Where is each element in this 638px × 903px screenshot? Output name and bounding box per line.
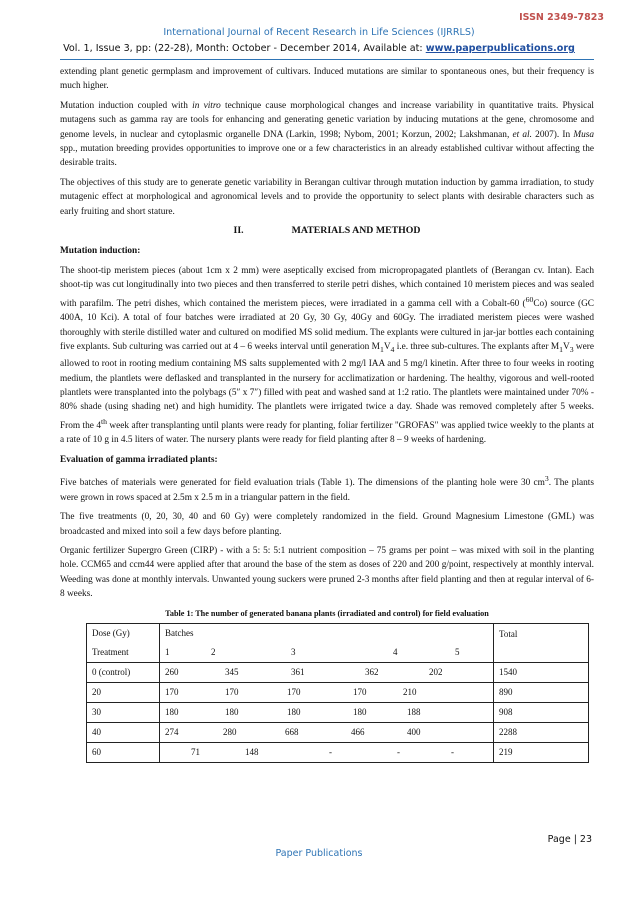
- batch-num: 1: [165, 647, 170, 658]
- total-cell: 219: [494, 742, 589, 762]
- batch-values-line: [165, 685, 488, 699]
- dose-cell: 60: [87, 742, 160, 762]
- batch-values-cell: [160, 722, 494, 742]
- mi-sub-1: 1: [379, 344, 384, 354]
- section-number: II.: [233, 225, 244, 237]
- batch-values-cell: [160, 662, 494, 682]
- batch-value: 188: [407, 707, 421, 718]
- section-heading: [60, 224, 594, 238]
- p2-text-c: 2007). In: [531, 129, 574, 140]
- p2-italic-musa: Musa: [573, 129, 595, 140]
- mi-text-c: were allowed to root in rooting medium containing MS salts supplemented with 2 mg/l IAA and 5 mg/l kinetin. After three to four weeks in rooting medium, the plantlets were deflasked and transplanted in the nursery for acclimatization or hardening. The healthy, vigorous and well-rooted plantlets were transplanted into the polybags (5″ x 7″) filled with peat and washed sand at 1:2 ratio. The plantlets were maintained under 70% - 80% shade (using shading net) and high humidity. The plantlets were irrigated twice a day. Shade was removed completely after 5 weeks. From the 4: [60, 342, 594, 431]
- batch-value: 180: [225, 707, 239, 718]
- batch-value: 466: [351, 727, 365, 738]
- p2-italic-etal: et al.: [512, 129, 532, 140]
- paragraph-eval-3: Organic fertilizer Supergro Green (CIRP) - with a 5: 5: 5:1 nutrient composition – 75 grams per point – was mixed with soil in the planting hole. CCM65 and ccm44 were applied after that around the base of the stem as doses of 220 and 200 g/point, respectively at monthly interval. Weeding was done at monthly intervals. Unwanted young suckers were pruned 2-3 months after field planting and then at regular interval of 6-8 weeks.: [60, 545, 594, 600]
- batch-value: 170: [353, 687, 367, 698]
- header-total: Total: [494, 623, 589, 662]
- section-title: MATERIALS AND METHOD: [291, 225, 421, 237]
- batch-values-line: [165, 705, 488, 719]
- batch-values-cell: [160, 702, 494, 722]
- table-row: [87, 722, 589, 742]
- journal-title: International Journal of Recent Research in Life Sciences (IJRRLS): [163, 27, 475, 38]
- mi-text-v4: V: [383, 342, 391, 352]
- batch-value: 180: [287, 707, 301, 718]
- batch-value: 400: [407, 727, 421, 738]
- batch-value: 274: [165, 727, 179, 738]
- mi-text-a: The shoot-tip meristem pieces (about 1cm x 2 mm) were aseptically excised from micropropagated plantlets of (Berangan cv. Intan). Each shoot-tip was cut longitudinally into two pieces and then transferred to sterile petri dishes, which contained 10 meristem pieces and was sealed with parafilm. The petri dishes, which contained the meristem pieces, were irradiated in a gamma cell with a Cobalt-60 (: [60, 265, 594, 309]
- batch-value: 170: [225, 687, 239, 698]
- dose-cell: 0 (control): [87, 662, 160, 682]
- page-number: Page | 23: [547, 834, 592, 845]
- mi-text-d: week after transplanting until plants were ready for planting, foliar fertilizer "GROFAS" was applied twice weekly to the plants at a rate of 10 g in 4.5 liters of water. The nursery plants were ready for field planting after 8 – 9 weeks of hardening.: [60, 420, 594, 446]
- batch-values-cell: [160, 742, 494, 762]
- table-row: [87, 662, 589, 682]
- batch-value: 148: [245, 747, 259, 758]
- paragraph-mutation-induction: [60, 264, 594, 448]
- dose-cell: 40: [87, 722, 160, 742]
- total-cell: 908: [494, 702, 589, 722]
- table-row: [87, 702, 589, 722]
- batch-value: -: [329, 747, 332, 758]
- paragraph-2: [60, 99, 594, 171]
- total-cell: 1540: [494, 662, 589, 682]
- issn-label: ISSN 2349-7823: [519, 12, 604, 23]
- batch-value: 668: [285, 727, 299, 738]
- total-cell: 890: [494, 682, 589, 702]
- ev-text-a: Five batches of materials were generated for field evaluation trials (Table 1). The dimensions of the planting hole were 30 cm: [60, 478, 545, 489]
- batch-value: 170: [287, 687, 301, 698]
- batch-num: 3: [291, 647, 296, 658]
- paragraph-eval-1: [60, 472, 594, 505]
- mi-text-co: Co) source (GC 400A, 10 Kci). A total of four batches were irradiated at 20 Gy, 30 Gy, 40Gy and 60Gy. The irradiated meristem pieces were washed thoroughly with sterile distilled water and cultured on modified MS solid medium. The explants were cultured in jar-jar bottles each containing five explants. Sub culturing was carried out at 4 – 6 weeks interval until generation M: [60, 298, 594, 352]
- ev-sup-3: 3: [544, 474, 549, 484]
- volume-text: Vol. 1, Issue 3, pp: (22-28), Month: October - December 2014, Available at:: [63, 43, 426, 54]
- batch-value: 71: [191, 747, 200, 758]
- table-row: [87, 742, 589, 762]
- batch-num: 5: [455, 647, 460, 658]
- mi-text-b: i.e. three sub-cultures. The explants after M: [394, 342, 560, 352]
- batch-number-cell: [160, 643, 494, 663]
- batch-value: 361: [291, 667, 305, 678]
- mi-text-v3: V: [562, 342, 570, 352]
- website-link[interactable]: www.paperpublications.org: [425, 43, 575, 54]
- batch-value: 345: [225, 667, 239, 678]
- mi-sub-4: 4: [390, 344, 395, 354]
- batch-values-line: [165, 745, 488, 759]
- mi-sup-th: th: [100, 416, 108, 426]
- publisher-footer: Paper Publications: [275, 848, 363, 859]
- batch-num: 4: [393, 647, 398, 658]
- batch-value: -: [397, 747, 400, 758]
- ev-text-b: . The plants were grown in rows spaced at 2.5m x 2.5 m in a triangular pattern in the field.: [60, 478, 594, 503]
- data-table: [86, 623, 589, 763]
- mi-sup-60: 60: [525, 294, 534, 304]
- batch-values-cell: [160, 682, 494, 702]
- table-header-row: [87, 623, 589, 643]
- batch-value: 260: [165, 667, 179, 678]
- p2-text-d: spp., mutation breeding provides opportunities to improve one or a few characteristics in an already established cultivar without affecting the desirable traits.: [60, 144, 594, 169]
- article-body: [60, 65, 594, 763]
- p2-italic-invitro: in vitro: [192, 100, 221, 111]
- batch-value: 210: [403, 687, 417, 698]
- batch-value: 180: [165, 707, 179, 718]
- total-cell: 2288: [494, 722, 589, 742]
- table-row: [87, 682, 589, 702]
- batch-value: 202: [429, 667, 443, 678]
- header-rule: [60, 59, 594, 60]
- header-batches: Batches: [160, 623, 494, 643]
- paragraph-3: The objectives of this study are to generate genetic variability in Berangan cultivar through mutation induction by gamma irradiation, to study mutagenic effect at morphological and agronomical levels and to provide the opportunity to select plants with desirable characters such as early fruiting and short stature.: [60, 177, 594, 217]
- batch-values-line: [165, 665, 488, 679]
- subheading-mutation-induction: Mutation induction:: [60, 246, 141, 257]
- volume-line: [0, 43, 638, 54]
- batch-value: 280: [223, 727, 237, 738]
- paragraph-eval-2: The five treatments (0, 20, 30, 40 and 60 Gy) were completely randomized in the field. Ground Magnesium Limestone (GML) was broadcasted and mixed into soil a few days before planting.: [60, 512, 594, 537]
- batch-values-line: [165, 725, 488, 739]
- dose-cell: 30: [87, 702, 160, 722]
- batch-value: -: [451, 747, 454, 758]
- subheading-evaluation: Evaluation of gamma irradiated plants:: [60, 454, 218, 465]
- header-dose: Dose (Gy): [87, 623, 160, 643]
- batch-number-line: [165, 645, 488, 659]
- header-treatment: Treatment: [87, 643, 160, 663]
- batch-value: 362: [365, 667, 379, 678]
- batch-num: 2: [211, 647, 216, 658]
- table-caption: Table 1: The number of generated banana plants (irradiated and control) for field evaluation: [165, 608, 489, 618]
- batch-value: 170: [165, 687, 179, 698]
- dose-cell: 20: [87, 682, 160, 702]
- p2-text-b: technique cause morphological changes and increase variability in quantitative traits. Physical mutagens such as gamma ray are tools for enhancing and generating genetic variation by inducing mutations at the gene, chromosome and genome levels, in nuclear and cytoplasmic organelle DNA (Larkin, 1998; Nybom, 2001; Korzun, 2002; Lakshmanan,: [60, 100, 594, 140]
- p2-text-a: Mutation induction coupled with: [60, 100, 193, 111]
- batch-value: 180: [353, 707, 367, 718]
- mi-sub-3: 3: [569, 344, 574, 354]
- paragraph-1: extending plant genetic germplasm and improvement of cultivars. Induced mutations are similar to spontaneous ones, but their frequency is much higher.: [60, 67, 594, 92]
- mi-sub-1b: 1: [559, 344, 563, 354]
